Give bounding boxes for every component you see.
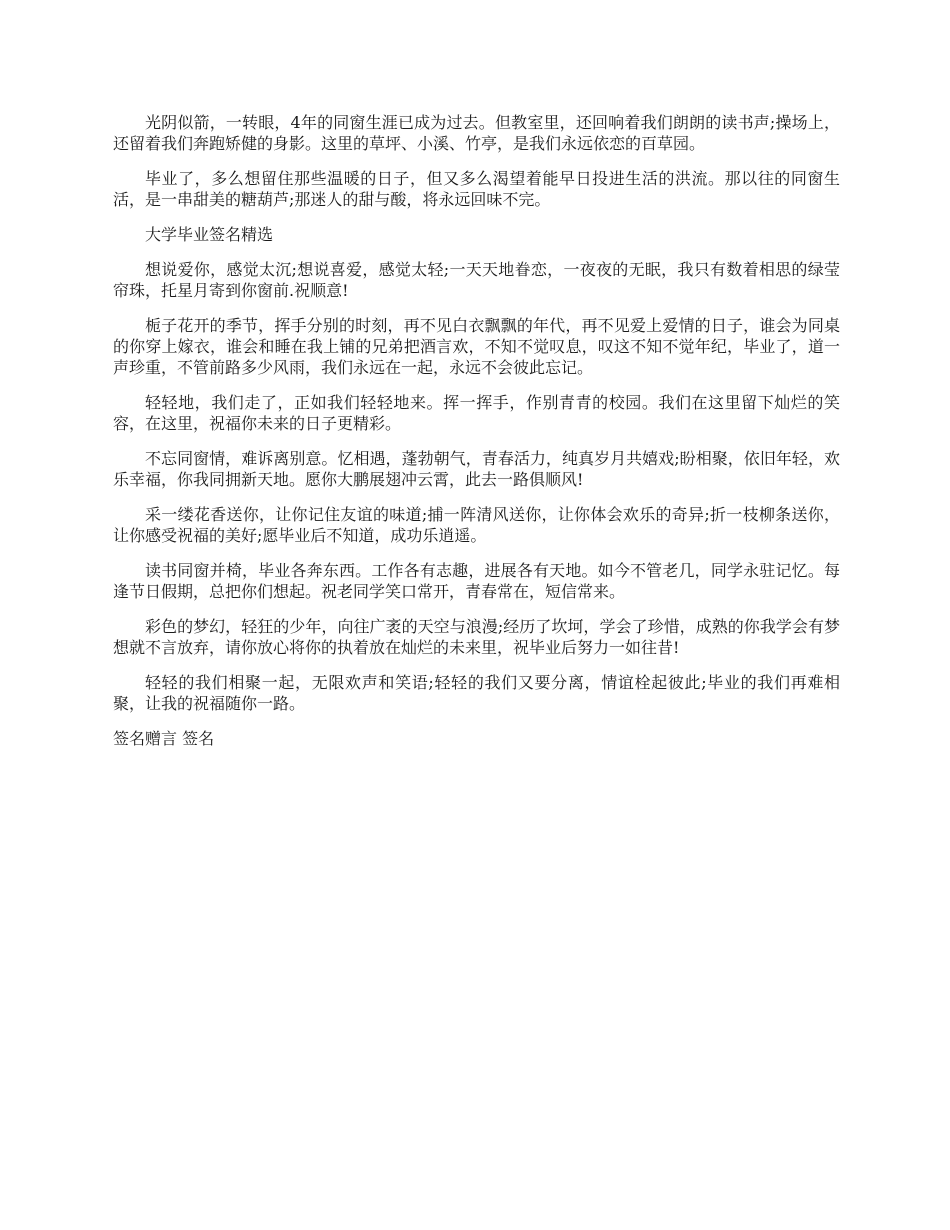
tags-line: 签名赠言 签名 bbox=[113, 729, 215, 748]
signature-paragraph-8: 轻轻的我们相聚一起，无限欢声和笑语;轻轻的我们又要分离，情谊栓起彼此;毕业的我们再难相聚，让我的祝福随你一路。 bbox=[113, 673, 840, 713]
intro-paragraph-1: 光阴似箭，一转眼，4年的同窗生涯已成为过去。但教室里，还回响着我们朗朗的读书声;操场上，还留着我们奔跑矫健的身影。这里的草坪、小溪、竹亭，是我们永远依恋的百草园。 bbox=[113, 113, 840, 153]
signature-paragraph-1: 想说爱你，感觉太沉;想说喜爱，感觉太轻;一天天地眷恋，一夜夜的无眠，我只有数着相思的绿莹帘珠，托星月寄到你窗前.祝顺意! bbox=[113, 260, 840, 300]
signature-paragraph-5: 采一缕花香送你，让你记住友谊的味道;捕一阵清风送你，让你体会欢乐的奇异;折一枝柳条送你，让你感受祝福的美好;愿毕业后不知道，成功乐逍遥。 bbox=[113, 505, 840, 545]
signature-paragraph-6: 读书同窗并椅，毕业各奔东西。工作各有志趣，进展各有天地。如今不管老几，同学永驻记忆。每逢节日假期，总把你们想起。祝老同学笑口常开，青春常在，短信常来。 bbox=[113, 561, 840, 601]
section-heading: 大学毕业签名精选 bbox=[145, 225, 274, 244]
signature-paragraph-3: 轻轻地，我们走了，正如我们轻轻地来。挥一挥手，作别青青的校园。我们在这里留下灿烂的笑容，在这里，祝福你未来的日子更精彩。 bbox=[113, 393, 840, 433]
intro-paragraph-2: 毕业了，多么想留住那些温暖的日子，但又多么渴望着能早日投进生活的洪流。那以往的同窗生活，是一串甜美的糖葫芦;那迷人的甜与酸，将永远回味不完。 bbox=[113, 169, 840, 209]
document-body bbox=[113, 112, 840, 749]
signature-paragraph-7: 彩色的梦幻，轻狂的少年，向往广袤的天空与浪漫;经历了坎坷，学会了珍惜，成熟的你我学会有梦想就不言放弃，请你放心将你的执着放在灿烂的未来里，祝毕业后努力一如往昔! bbox=[113, 617, 840, 657]
signature-paragraph-2: 栀子花开的季节，挥手分别的时刻，再不见白衣飘飘的年代，再不见爱上爱情的日子，谁会为同桌的你穿上嫁衣，谁会和睡在我上铺的兄弟把酒言欢，不知不觉叹息，叹这不知不觉年纪，毕业了，道一声珍重，不管前路多少风雨，我们永远在一起，永远不会彼此忘记。 bbox=[113, 316, 840, 377]
signature-paragraph-4: 不忘同窗情，难诉离别意。忆相遇，蓬勃朝气，青春活力，纯真岁月共嬉戏;盼相聚，依旧年轻，欢乐幸福，你我同拥新天地。愿你大鹏展翅冲云霄，此去一路俱顺风! bbox=[113, 449, 840, 489]
